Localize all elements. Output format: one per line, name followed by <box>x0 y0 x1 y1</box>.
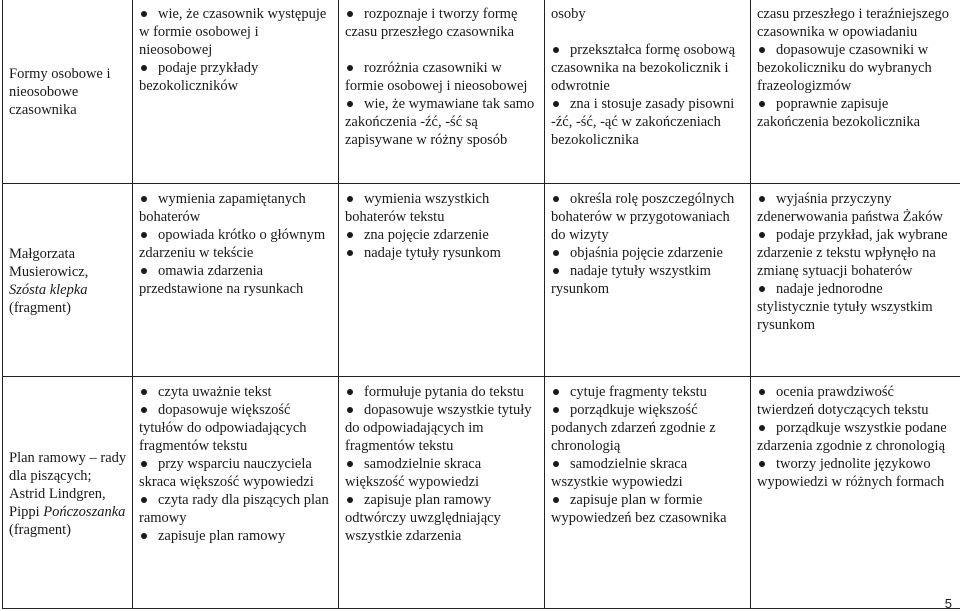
list-item <box>345 59 538 95</box>
list-item-text: czasu przeszłego i teraźniejszego czasownika w opowiadaniu <box>757 6 949 40</box>
list-item-text: podaje przykład, jak wybrane zdarzenie z tekstu wpłynęło na zmianę sytuacji bohaterów <box>757 227 948 279</box>
list-item <box>551 244 744 262</box>
bullet-icon <box>759 461 765 467</box>
list-item <box>551 95 744 149</box>
bullet-icon <box>141 461 147 467</box>
bullet-icon <box>759 47 765 53</box>
list-item <box>139 455 332 491</box>
bullet-icon <box>347 11 353 17</box>
list-item <box>551 401 744 455</box>
bullet-icon <box>141 196 147 202</box>
skills-list <box>551 5 744 149</box>
topic-cell <box>3 377 133 609</box>
list-item-text: dopasowuje większość tytułów do odpowiadających fragmentów tekstu <box>139 402 307 454</box>
table-row <box>3 377 960 609</box>
list-item-text: rozróżnia czasowniki w formie osobowej i nieosobowej <box>345 60 527 94</box>
bullet-icon <box>347 232 353 238</box>
page-number: 5 <box>945 596 952 611</box>
list-item <box>551 41 744 95</box>
list-item-text: porządkuje wszystkie podane zdarzenia zgodnie z chronologią <box>757 420 947 454</box>
list-item <box>139 5 332 59</box>
topic-title-part: Plan ramowy – rady dla piszących; Astrid Lindgren, Pippi <box>9 450 126 520</box>
bullet-icon <box>347 250 353 256</box>
bullet-icon <box>141 407 147 413</box>
list-item-text: zapisuje plan w formie wypowiedzeń bez czasownika <box>551 492 727 526</box>
list-item <box>757 226 954 280</box>
list-item <box>551 5 744 23</box>
topic-title-part: (fragment) <box>9 300 71 316</box>
list-item <box>139 527 332 545</box>
bullet-icon <box>141 389 147 395</box>
skills-list <box>757 5 954 131</box>
list-item <box>139 190 332 226</box>
list-item-text: nadaje jednorodne stylistycznie tytuły wszystkim rysunkom <box>757 281 933 333</box>
list-item-text: samodzielnie skraca większość wypowiedzi <box>345 456 481 490</box>
list-item-text: wyjaśnia przyczyny zdenerwowania państwa Żaków <box>757 191 943 225</box>
bullet-icon <box>347 65 353 71</box>
list-item-text: czyta uważnie tekst <box>158 384 272 400</box>
skills-cell-level-1 <box>133 377 339 609</box>
list-item-text: tworzy jednolite językowo wypowiedzi w różnych formach <box>757 456 944 490</box>
skills-list <box>139 190 332 298</box>
list-item <box>139 383 332 401</box>
list-item-text: porządkuje większość podanych zdarzeń zgodnie z chronologią <box>551 402 716 454</box>
list-item-text: cytuje fragmenty tekstu <box>570 384 707 400</box>
list-item <box>757 190 954 226</box>
skills-cell-level-4 <box>751 0 960 184</box>
bullet-icon <box>141 232 147 238</box>
bullet-icon <box>141 497 147 503</box>
list-item-text: omawia zdarzenia przedstawione na rysunkach <box>139 263 303 297</box>
list-item <box>551 383 744 401</box>
skills-cell-level-2 <box>339 377 545 609</box>
skills-list <box>345 190 538 262</box>
skills-cell-level-2 <box>339 0 545 184</box>
bullet-icon <box>759 196 765 202</box>
list-item <box>345 383 538 401</box>
list-item-text: wie, że czasownik występuje w formie osobowej i nieosobowej <box>139 6 326 58</box>
skills-cell-level-4 <box>751 184 960 377</box>
list-item-text: zna i stosuje zasady pisowni -źć, -ść, -ąć w zakończeniach bezokolicznika <box>551 96 734 148</box>
topic-title-italic: Szósta klepka <box>9 282 88 298</box>
bullet-icon <box>553 497 559 503</box>
skills-cell-level-1 <box>133 0 339 184</box>
list-item-text: nadaje tytuły rysunkom <box>364 245 501 261</box>
skills-cell-level-3 <box>545 377 751 609</box>
bullet-icon <box>347 389 353 395</box>
bullet-icon <box>347 461 353 467</box>
list-item <box>345 455 538 491</box>
bullet-icon <box>347 407 353 413</box>
list-item <box>757 455 954 491</box>
list-item-text: podaje przykłady bezokoliczników <box>139 60 258 94</box>
list-item-text: poprawnie zapisuje zakończenia bezokolicznika <box>757 96 920 130</box>
topic-title-part: Małgorzata Musierowicz, <box>9 246 88 280</box>
list-item-text: dopasowuje wszystkie tytuły do odpowiadających im fragmentów tekstu <box>345 402 532 454</box>
bullet-icon <box>759 286 765 292</box>
table-row <box>3 0 960 184</box>
list-item-text: zna pojęcie zdarzenie <box>364 227 489 243</box>
skills-list <box>139 383 332 545</box>
list-item <box>345 226 538 244</box>
list-item <box>345 5 538 41</box>
bullet-icon <box>759 425 765 431</box>
topic-title <box>9 65 128 119</box>
list-item <box>551 262 744 298</box>
skills-list <box>139 5 332 95</box>
list-item <box>757 383 954 419</box>
topic-title-part: (fragment) <box>9 522 71 538</box>
skills-cell-level-1 <box>133 184 339 377</box>
list-item-text: objaśnia pojęcie zdarzenie <box>570 245 723 261</box>
list-item-text: przy wsparciu nauczyciela skraca większość wypowiedzi <box>139 456 314 490</box>
bullet-icon <box>347 196 353 202</box>
skills-list <box>345 383 538 545</box>
list-item <box>345 190 538 226</box>
list-item-text: ocenia prawdziwość twierdzeń dotyczących tekstu <box>757 384 929 418</box>
skills-list <box>551 383 744 527</box>
list-item <box>757 419 954 455</box>
list-item <box>345 491 538 545</box>
bullet-icon <box>141 268 147 274</box>
list-spacer <box>551 23 744 41</box>
list-spacer <box>345 41 538 59</box>
bullet-icon <box>553 196 559 202</box>
list-item-text: samodzielnie skraca wszystkie wypowiedzi <box>551 456 687 490</box>
list-item <box>551 190 744 244</box>
bullet-icon <box>553 407 559 413</box>
list-item-text: dopasowuje czasowniki w bezokoliczniku do wybranych frazeologizmów <box>757 42 932 94</box>
skills-cell-level-3 <box>545 184 751 377</box>
list-item <box>345 244 538 262</box>
topic-cell <box>3 0 133 184</box>
skills-list <box>345 5 538 149</box>
list-item-text: przekształca formę osobową czasownika na bezokolicznik i odwrotnie <box>551 42 735 94</box>
requirements-table <box>2 0 960 609</box>
list-item <box>139 491 332 527</box>
bullet-icon <box>553 268 559 274</box>
bullet-icon <box>759 389 765 395</box>
skills-cell-level-3 <box>545 0 751 184</box>
list-item-text: zapisuje plan ramowy odtwórczy uwzględniający wszystkie zdarzenia <box>345 492 501 544</box>
list-item-text: określa rolę poszczególnych bohaterów w przygotowaniach do wizyty <box>551 191 734 243</box>
topic-title <box>9 245 128 317</box>
topic-cell <box>3 184 133 377</box>
list-item-text: wymienia zapamiętanych bohaterów <box>139 191 306 225</box>
skills-cell-level-2 <box>339 184 545 377</box>
bullet-icon <box>553 101 559 107</box>
list-item <box>139 59 332 95</box>
bullet-icon <box>347 101 353 107</box>
skills-list <box>551 190 744 298</box>
list-item <box>345 401 538 455</box>
list-item <box>551 491 744 527</box>
bullet-icon <box>141 11 147 17</box>
list-item <box>757 95 954 131</box>
list-item-text: nadaje tytuły wszystkim rysunkom <box>551 263 711 297</box>
list-item-text: osoby <box>551 6 586 22</box>
list-item-text: opowiada krótko o głównym zdarzeniu w tekście <box>139 227 325 261</box>
bullet-icon <box>759 232 765 238</box>
list-item-text: wie, że wymawiane tak samo zakończenia -źć, -ść są zapisywane w różny sposób <box>345 96 534 148</box>
list-item <box>551 455 744 491</box>
list-item-text: rozpoznaje i tworzy formę czasu przeszłego czasownika <box>345 6 517 40</box>
skills-list <box>757 190 954 334</box>
bullet-icon <box>553 47 559 53</box>
list-item <box>757 280 954 334</box>
bullet-icon <box>553 461 559 467</box>
list-item <box>757 5 954 41</box>
skills-list <box>757 383 954 491</box>
table-row <box>3 184 960 377</box>
list-item <box>345 95 538 149</box>
bullet-icon <box>759 101 765 107</box>
list-item-text: wymienia wszystkich bohaterów tekstu <box>345 191 489 225</box>
bullet-icon <box>347 497 353 503</box>
bullet-icon <box>141 65 147 71</box>
list-item <box>139 262 332 298</box>
list-item <box>139 226 332 262</box>
topic-title-italic: Pończoszanka <box>43 504 125 520</box>
list-item-text: zapisuje plan ramowy <box>158 528 285 544</box>
bullet-icon <box>553 389 559 395</box>
list-item-text: czyta rady dla piszących plan ramowy <box>139 492 329 526</box>
skills-cell-level-4 <box>751 377 960 609</box>
list-item-text: formułuje pytania do tekstu <box>364 384 524 400</box>
topic-title-part: Formy osobowe i nieosobowe czasownika <box>9 66 111 118</box>
bullet-icon <box>141 533 147 539</box>
list-item <box>757 41 954 95</box>
bullet-icon <box>553 250 559 256</box>
list-item <box>139 401 332 455</box>
topic-title <box>9 449 128 539</box>
